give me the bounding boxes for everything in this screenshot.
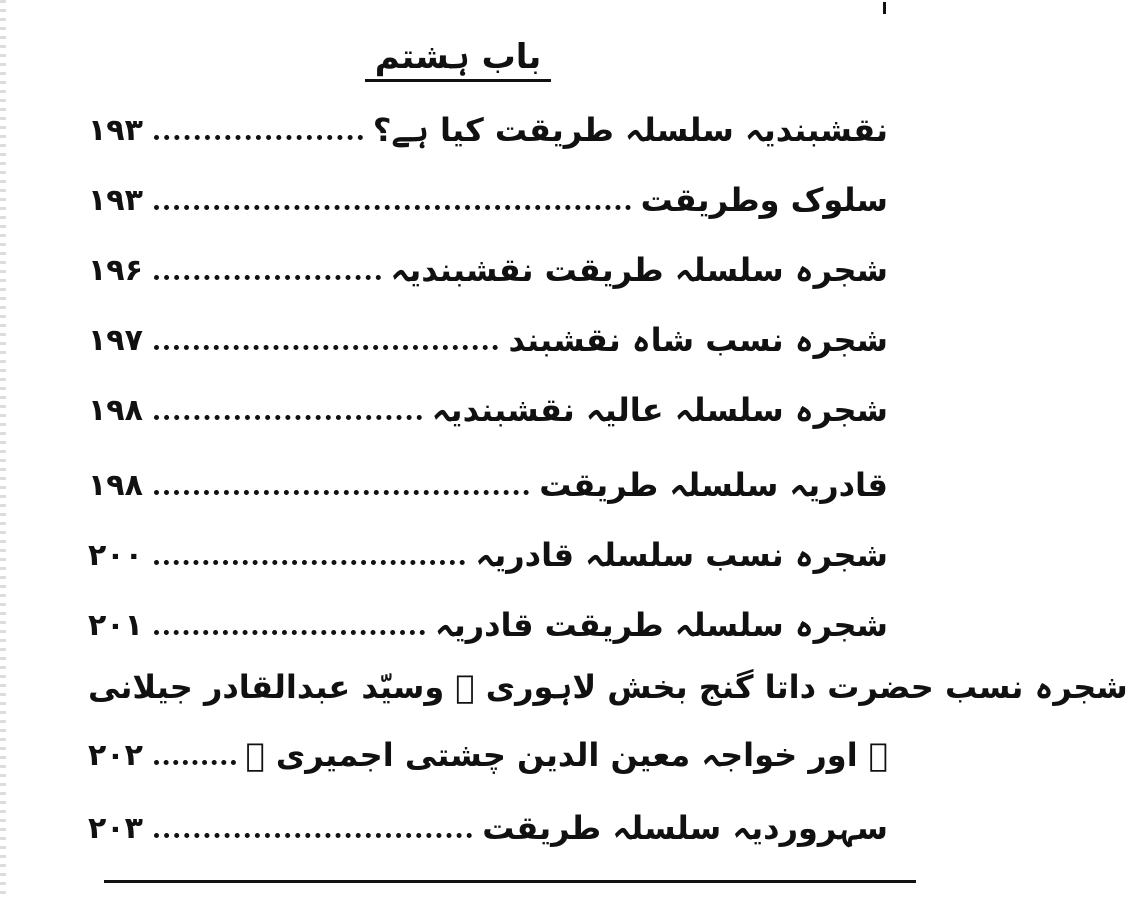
toc-entry-title: شجرہ سلسلہ عالیہ نقشبندیہ [431, 391, 888, 429]
chapter-title-text: باب ہشتم [365, 36, 552, 82]
toc-entry [88, 530, 888, 580]
toc-entry [88, 600, 888, 650]
toc-page-number: ۱۹۷ [88, 322, 143, 358]
toc-entry [88, 315, 888, 365]
dot-leader [154, 415, 422, 420]
toc-entry-title: شجرہ سلسلہ طریقت نقشبندیہ [390, 251, 888, 289]
toc-page-number: ۲۰۳ [88, 810, 143, 846]
toc-page-number: ۱۹۳ [88, 182, 143, 218]
toc-entry-title: شجرہ نسب شاہ نقشبند [508, 321, 888, 359]
toc-entry [88, 730, 888, 780]
toc-entry [88, 662, 1128, 712]
dot-leader [154, 630, 425, 635]
toc-page-number: ۱۹۳ [88, 112, 143, 148]
toc-entry-title: شجرہ نسب حضرت داتا گنج بخش لاہوری ﷫ وسیّد عبدالقادر جیلانی [88, 668, 1128, 706]
dot-leader [154, 560, 465, 565]
toc-page-number: ۲۰۱ [88, 607, 143, 643]
toc-page-number: ۱۹۶ [88, 252, 143, 288]
toc-entry [88, 460, 888, 510]
toc-entry [88, 245, 888, 295]
toc-page-number: ۲۰۰ [88, 537, 143, 573]
dot-leader [154, 205, 631, 210]
toc-entry-title: قادریہ سلسلہ طریقت [539, 466, 888, 504]
toc-page-number: ۱۹۸ [88, 467, 143, 503]
dot-leader [154, 275, 381, 280]
toc-entry-title: شجرہ سلسلہ طریقت قادریہ [434, 606, 888, 644]
toc-page-number: ۱۹۸ [88, 392, 143, 428]
bottom-rule [104, 880, 916, 883]
toc-entry [88, 385, 888, 435]
toc-page-number: ۲۰۲ [88, 737, 143, 773]
toc-entry-title: سہروردیہ سلسلہ طریقت [482, 809, 888, 847]
toc-entry-title: شجرہ نسب سلسلہ قادریہ [475, 536, 888, 574]
toc-entry-title: ﷫ اور خواجہ معین الدین چشتی اجمیری ﷫ [245, 736, 888, 774]
toc-entry-title: سلوک وطریقت [640, 181, 888, 219]
dot-leader [154, 490, 529, 495]
dot-leader [154, 833, 472, 838]
dot-leader [154, 135, 363, 140]
toc-entry [88, 175, 888, 225]
toc-entry [88, 105, 888, 155]
dot-leader [154, 345, 498, 350]
toc-entry [88, 803, 888, 853]
toc-entry-title: نقشبندیہ سلسلہ طریقت کیا ہے؟ [372, 111, 888, 149]
dot-leader [154, 760, 236, 765]
